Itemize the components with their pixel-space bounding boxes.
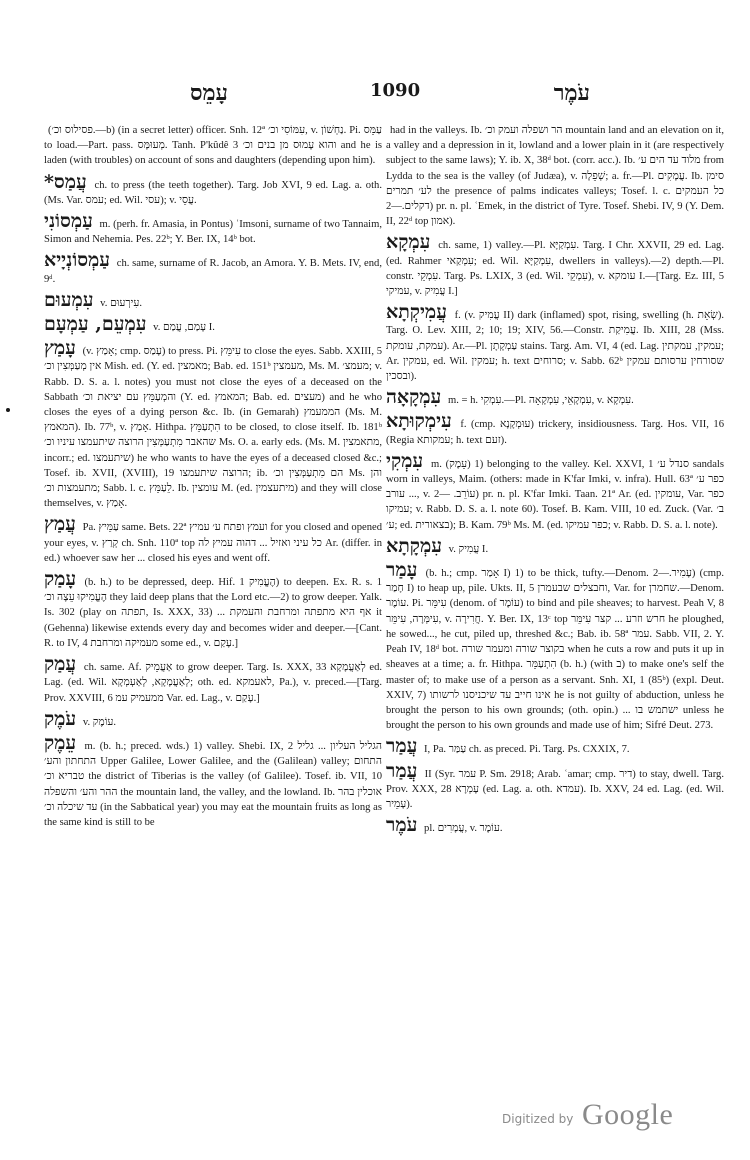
entry-text: v. עִירְעוּם. [100, 297, 143, 309]
dictionary-entry [44, 212, 382, 247]
entry-headword: עֲמַץ [44, 513, 76, 536]
entry-headword: עֲמַק [44, 653, 77, 676]
entry-headword: עָמַר [386, 559, 418, 582]
entry-text: m. (עֵמֶק) 1) belonging to the valley. Kel. XXVI, 1 סנדל ע׳ sandals worn in valleys, Maim. (others: made in K'far Imki, v. infra). Hull. 63ª כפר ע׳ ... עורב, v. עוֹרֵב. —2) pr. n. pl. K'far Imki. Taan. 21ª Ar. (ed. עומקין, Var. כפר עמיקו; v. Rabb. D. S. a. l. note 60). Tosef. B. Kam. VIII, 10 ed. Zuck. (Var. ב׳ ע׳; ed. בצאורית); B. Kam. 79ᵇ Ms. M. (ed. כפר עמיקו; v. Rabb. D. S. a. l. note). [386, 458, 725, 531]
dictionary-entry [386, 449, 725, 533]
entry-headword: עֹמֶר [386, 814, 418, 837]
dictionary-entry [44, 251, 382, 286]
entry-text: Pa. עַמֵּיץ same. Bets. 22ª ועמץ ופתח ע׳ עמיץ for you closed and opened your eyes, v. קְרַץ ch. Snh. 110ª top כל עיני ואזיל ... דהוה עמיץ לה Ar. (differ. in ed.) whoever saw her ... closed his eyes and went off. [44, 522, 383, 564]
dictionary-entry [44, 731, 383, 830]
watermark-prefix: Digitized by [502, 1112, 574, 1126]
dictionary-entry [386, 412, 724, 447]
dictionary-entry [386, 737, 724, 757]
digitization-watermark [502, 1096, 722, 1132]
dictionary-entry [386, 534, 724, 557]
entry-text: I, Pa. עַמַּר ch. as preced. Pi. Targ. Ps. CXXIX, 7. [424, 744, 630, 756]
entry-headword: עַמְסוֹנְיָיא [44, 249, 111, 272]
dictionary-entry [386, 816, 724, 836]
entry-headword: עֲמִיקְתָא [386, 301, 447, 324]
entry-text: v. עֲמִיק I. [448, 543, 489, 555]
dictionary-entry [386, 233, 724, 299]
entry-headword: עֹמֶק [44, 707, 77, 730]
entry-text: (b. h.; cmp. אָמַר I) 1) to be thick, tufty.—Denom. עָמִיר.—2) (cmp. חָמַר I) to heap up, pile. Ukts. II, 5 וחבצלים שבעמרן, Var. for שחמרן.—Denom. עוֹמֶר. Pi. עִימֵּר (denom. of עוֹמֶר) to bind and pile sheaves; to harvest. Peah V, 8 עִימְּרָה, עִימֵּר, v. חֲרִירָה. Y. Ber. IX, 13ᶜ top חרש וזרע ... קצר עִימֵּר he ploughed, he sowed..., he cut, piled up, threshed &c.; Bab. ib. 58ª עמר. Sabb. VII, 2. Y. Peah IV, 18ᵈ bot. בקוצר שורה ומעמר שורה when he cuts a row and puts it up in sheaves at a time; a. fr. Hithpa. הִתְעַמֵּר (b. h.) (with ב) to make one's self the master of; to make use of a person as a servant. Snh. XI, 1 (85ᵇ) (expl. Deut. XXIV, 7) אינו חייב עד שיכניסנו לרשותו he is not guilty of abduction, unless he brought the person to his own grounds; (oth. opin.) ... ישתמש בו unless he brought the person to his own grounds and made use of him; Sifré Deut. 273. [386, 568, 725, 732]
entry-headword: עִמְקָאָה [386, 386, 442, 409]
entry-text: v. עָמַם, עֲמַם I. [153, 322, 215, 334]
dictionary-entry [44, 170, 382, 208]
entry-headword: עִמְקָתָא [386, 534, 442, 557]
dictionary-entry [386, 759, 724, 813]
dictionary-entry [44, 655, 382, 706]
dictionary-entry [44, 515, 382, 566]
google-logo: Google [582, 1098, 674, 1131]
entry-headword: עִימְקוּתָא [386, 410, 452, 433]
entry-headword: עִמְעוּם [44, 288, 94, 311]
entry-text: (v. אָמַץ; cmp. עָמַס) to press. Pi. עִימֵּץ to close the eyes. Sabb. XXIII, 5 אין מְעַמְּצִין וכ׳ Mish. ed. (Y. ed. מאמצין; Bab. ed. 151ᵇ מעמצין, Ms. M. מעמצ׳; v. Rabb. D. S. a. l. notes) you must not close the eyes of a deceased on the Sabbath והמְעַמֵּץ עם יציאת וכ׳ (Y. ed. המאמץ; Bab. ed. מעצים) and he who closes the eyes of a dying person &c. Ib. (in Gemarah) הממעמץ (Ms. M. המאמץ). Ib. 77ᵇ, v. אָמַץ. Hithpa. הִתְעַמֵּץ to be closed, to close itself. Ib. 181ᵇ שהאבר מִתְעַמְּצִין הרוצה שיתעמצו עיניו וכ׳ Ms. O. a. early eds. (Ms. M. מתאמצין, incorr.; ed. שיתעמצו) he who wants to have the eyes of a deceased closed &c.; Tosef. ib. XVII, (XVIII), 19 הרוצה שיתעמצו; ib. הם מִתְעַמְּצִין וכ׳ Ms. והן מתעמצות וכ׳; Sabb. l. c. לֵעַמֵּץ. Ib. עומצין M. (ed. מיתעצמין) and they will close themselves, v. אָמַץ. [44, 346, 383, 510]
dictionary-entry [386, 303, 724, 384]
entry-headword: עֲמַס* [44, 170, 87, 193]
margin-dot [6, 408, 10, 412]
entry-text: ch. same. Af. אַעֲמֵיק to grow deeper. Targ. Is. XXX, 33 לְאַעֲמָקָא ed. Lag. (ed. Wil. לְאַעֲמָקָא, לְאַעְמְקָא; oth. ed. לאעמקא, Pa.), v. preced.—[Targ. Prov. XXVIII, 6 ממעמיק עמ Var. ed. Lag., v. עָקַם.] [44, 662, 383, 704]
dictionary-entry [44, 707, 382, 730]
entry-text: f. (v. עֲמִיק II) dark (inflamed) spot, rising, swelling (h. שְׂאֵת). Targ. O. Lev. XIII, 2; 10; 19; XIV, 56.—Constr. עֲמִיקַת. Ib. XIII, 28 (Mss. עמקת, עומקת). Ar.—Pl. עַמְקָתָן stains. Targ. Am. VI, 4 (ed. Lag. עמקין, עמקתין; Ar. עמקין, ed. Wil. עמקין; h. text סרוחים; v. Sabb. 62ᵇ שסורחין ערסותם עמקין ובסכין). [386, 310, 724, 383]
right-column [386, 118, 724, 840]
entry-text: ch. same, 1) valley.—Pl. עִמְקַיָּא. Targ. I Chr. XXVII, 29 ed. Lag. (ed. Rahmer עִמְקַאי; ed. Wil. עִמְקַיָּא, dwellers in valleys).—2) depth.—Pl. constr. עִמְקֵי. Targ. Ps. LXIX, 3 (ed. Wil. עִמְקֵי), v. עומקא I.—[Targ. Ez. III, 5 עמיקי, v. עֲמִיק I.] [386, 240, 725, 298]
entry-continuation [44, 118, 382, 169]
entry-headword: עָמַץ [44, 337, 76, 360]
dictionary-entry [44, 570, 382, 651]
entry-text: had in the valleys. Ib. הר ושפלה ועמק וכ׳ mountain land and an elevation on it, a valley and a depression in it, lowland and a lower plain in it (are respectively subject to the same laws); Y. ib. X, 38ᵈ bot. (corr. acc.). Ib. מלוד עד הים ע׳ from Lydda to the sea is the valley (of Judæa), v. שְׁפֵלָה; a. fr.—Pl. עֲמָקִים. Ib. סימן לע׳ תמרים the presence of palms indicates valleys; Tosef. l. c. כל העמקים דקלים.—2) pr. n. pl. ʿEmek, in the district of Tyre. Tosef. Shebi. IV, 9 (Y. Dem. II, 22ᵈ top אמון). [386, 125, 724, 228]
entry-text: pl. עֲמָרִים, v. עוֹמֶר. [424, 823, 503, 835]
entry-headword: עָמַק [44, 568, 77, 591]
entry-text: m. = h. עִמְקִי.—Pl. עִמְקָאֵי, עִמְקָאָה, v. עִמְקָא. [447, 395, 634, 407]
entry-headword: עִמְעֵם, עַמְעָם [44, 313, 147, 336]
entry-text: f. (cmp. עוּמְקָנָא) trickery, insidiousness. Targ. Hos. VII, 16 (Regia עמקותא; h. text זעם). [386, 419, 724, 446]
dictionary-entry [44, 315, 382, 335]
entry-text: (b. h.) to be depressed, deep. Hif. הֶעֱמִיק 1) to deepen. Ex. R. s. 1 הֶעֱמִיקוּ עֵצָה וכ׳ they laid deep plans that the Lord etc.—2) to grow deeper. Yalk. Is. 302 (play on תפתה, Is. XXX, 33) ... אף היא מתפתה ומרחבת והעמקת it (Gehenna) likewise extends every day and becomes wider and deeper.—[Cant. R. to IV, 4 מעמיקה ומרחבת some ed., v. עָקַם.] [44, 577, 382, 649]
dictionary-entry [44, 288, 382, 311]
dictionary-entry [44, 339, 382, 511]
entry-headword: עֵמֶק [44, 731, 77, 754]
entry-text: m. (b. h.; preced. wds.) 1) valley. Shebi. IX, 2 הגליל העליון ... גליל התחתון והע׳ Upper Galilee, Lower Galilee, and the (Galilean) valley; התחום טבריא וכ׳ the district of Tiberias is the valley (of Galilee). Tosef. ib. VII, 10 ההר והע׳ והשפלה the mountain land, the valley, and the lowland. Ib. אוכלין בהר עד שיכלה וכ׳ (in the Sabbatical year) you may eat the mountain fruits as long as the same kind is still to be [44, 740, 383, 828]
entry-text: m. (perh. fr. Amasia, in Pontus) ʿImsoni, surname of two Tannaim, Simon and Nehemia. Pes. 22ᵇ; Y. Ber. IX, 14ᵇ bot. [44, 219, 382, 246]
entry-headword: עַמְסוֹנִי [44, 210, 93, 233]
left-column [44, 118, 382, 834]
entry-headword: עִמְקָא [386, 231, 431, 254]
entry-continuation [386, 118, 724, 229]
entry-headword: עֲמַר [386, 759, 418, 782]
entry-text: II (Syr. עמר P. Sm. 2918; Arab. ʿamar; cmp. דיר) to stay, dwell. Targ. Prov. XXX, 28 עָמְרָא (ed. Lag. a. oth. עמדא). Ib. XXV, 24 ed. Lag. (ed. Wil. עָמֵיר). [386, 768, 724, 810]
running-head-right-word: עֹמֶר [553, 80, 590, 106]
entry-text: v. עוֹמֶק. [82, 716, 117, 728]
dictionary-entry [386, 388, 724, 408]
page-number: 1090 [370, 80, 421, 101]
dictionary-entry [386, 561, 724, 733]
entry-headword: עֲמַר [386, 735, 418, 758]
entry-headword: עִמְקִי [386, 449, 424, 472]
entry-text: ch. to press (the teeth together). Targ. Job XVI, 9 ed. Lag. a. oth. (Ms. Var. עמס; ed. Wil. עסי); v. עֲסֵי. [44, 179, 382, 206]
entry-text: ch. same, surname of R. Jacob, an Amora. Y. B. Mets. IV, end, 9ᵈ. [44, 258, 382, 285]
running-head-left-word: עָמֵס [190, 80, 229, 106]
running-head [40, 80, 730, 110]
entry-text: (פסילוס וכ׳.—b) (in a secret letter) officer. Snh. 12ª עִמּוֹסִי וכ׳, v. נַחְשׁוֹן. Pi. עַמֵּס to load.—Part. pass. מְעוּמָּס. Tanh. P'kûdê 3 והוא עָמוּס מן בנים וכ׳ and he is laden (with troubles) on account of sons and daughters (depending upon him). [44, 125, 383, 167]
